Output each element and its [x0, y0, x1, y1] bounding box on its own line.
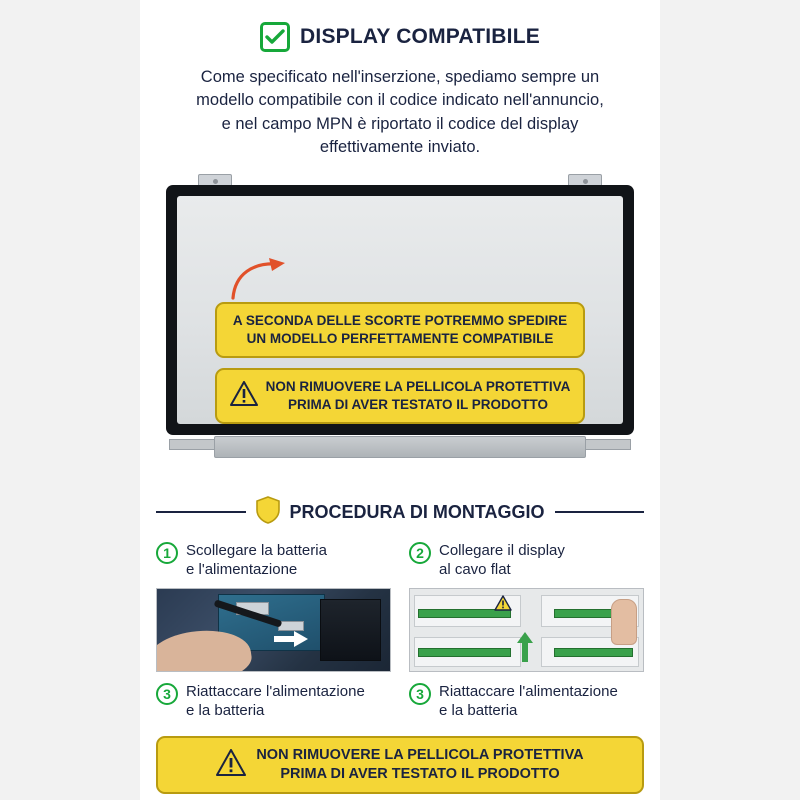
- step-3-left-header: [156, 682, 391, 721]
- curved-arrow-icon: [229, 256, 289, 305]
- battery: [320, 599, 381, 661]
- step-2-text: [439, 541, 565, 580]
- divider-left: [156, 511, 246, 513]
- step-1-text: [186, 541, 327, 580]
- bottom-warning-line-2: PRIMA DI AVER TESTATO IL PRODOTTO: [280, 766, 560, 783]
- film-warning-callout: [215, 368, 585, 424]
- step-2-line-1: Collegare il display: [439, 541, 565, 559]
- step-3-right-header: [409, 682, 644, 721]
- step-3-left-number: 3: [156, 683, 178, 705]
- warning-triangle-icon: [494, 595, 512, 616]
- intro-line-1: Come specificato nell'inserzione, spediamo sempre un: [200, 68, 600, 86]
- step-1-line-2: e l'alimentazione: [186, 561, 298, 579]
- film-warning-line-2: PRIMA DI AVER TESTATO IL PRODOTTO: [287, 396, 548, 412]
- compatibility-callout-line-1: A SECONDA DELLE SCORTE POTREMMO SPEDIRE: [232, 312, 568, 328]
- compatibility-callout-line-2: UN MODELLO PERFETTAMENTE COMPATIBILE: [246, 330, 554, 346]
- steps-grid: [156, 541, 644, 729]
- bottom-warning-line-1: NON RIMUOVERE LA PELLICOLA PROTETTIVA: [256, 747, 584, 764]
- step-1: [156, 541, 391, 682]
- motherboard-battery-photo: [156, 588, 391, 672]
- step-3-right-number: 3: [409, 683, 431, 705]
- bottom-warning-banner: [156, 736, 644, 794]
- bottom-warning-text: [256, 746, 583, 784]
- intro-line-2: modello compatibile con il codice indicato nell'annuncio,: [196, 91, 604, 110]
- left-margin: [0, 0, 140, 800]
- compatibility-callout: [215, 302, 585, 358]
- flat-cable-3: [418, 648, 511, 657]
- assembly-section-title: PROCEDURA DI MONTAGGIO: [289, 501, 545, 522]
- right-margin: [660, 0, 800, 800]
- page-title: DISPLAY COMPATIBILE: [300, 25, 540, 48]
- intro-paragraph: [156, 66, 644, 160]
- step-2-line-2: al cavo flat: [439, 561, 511, 579]
- film-warning-line-1: NON RIMUOVERE LA PELLICOLA PROTETTIVA: [265, 378, 571, 394]
- step-1-header: [156, 541, 391, 580]
- green-up-arrow-icon: [517, 632, 533, 667]
- step-2-header: [409, 541, 644, 580]
- step-3-right-text: [439, 682, 618, 721]
- film-warning-text: [266, 378, 571, 414]
- step-1-number: 1: [156, 542, 178, 564]
- panel-connector-strip: [214, 436, 586, 458]
- flat-cable-4: [554, 648, 633, 657]
- step-3-left: [156, 682, 391, 729]
- check-icon: [260, 22, 290, 52]
- intro-line-3: e nel campo MPN è riportato il codice del display: [221, 114, 579, 133]
- step-2: [409, 541, 644, 682]
- content-card: [140, 0, 660, 800]
- warning-triangle-icon: [216, 749, 246, 782]
- step-3-left-text: [186, 682, 365, 721]
- step-3-left-line-1: Riattaccare l'alimentazione: [186, 682, 365, 700]
- white-arrow-icon: [274, 631, 308, 652]
- chip-2: [278, 621, 304, 631]
- step-3-right: [409, 682, 644, 729]
- step-3-right-line-1: Riattaccare l'alimentazione: [439, 682, 618, 700]
- shield-icon: [256, 496, 280, 529]
- warning-triangle-icon: [230, 381, 258, 411]
- panel-surface: [177, 196, 623, 424]
- assembly-section-header: [156, 496, 644, 529]
- step-3-left-line-2: e la batteria: [186, 702, 265, 720]
- finger: [611, 599, 637, 645]
- panel-bezel: [166, 185, 634, 435]
- header: [140, 22, 660, 52]
- intro-line-4: effettivamente inviato.: [319, 138, 481, 157]
- divider-right: [555, 511, 645, 513]
- step-2-number: 2: [409, 542, 431, 564]
- step-1-line-1: Scollegare la batteria: [186, 541, 327, 559]
- display-panel-illustration: [156, 174, 644, 474]
- step-3-right-line-2: e la batteria: [439, 702, 518, 720]
- flat-cable-connector-photo: [409, 588, 644, 672]
